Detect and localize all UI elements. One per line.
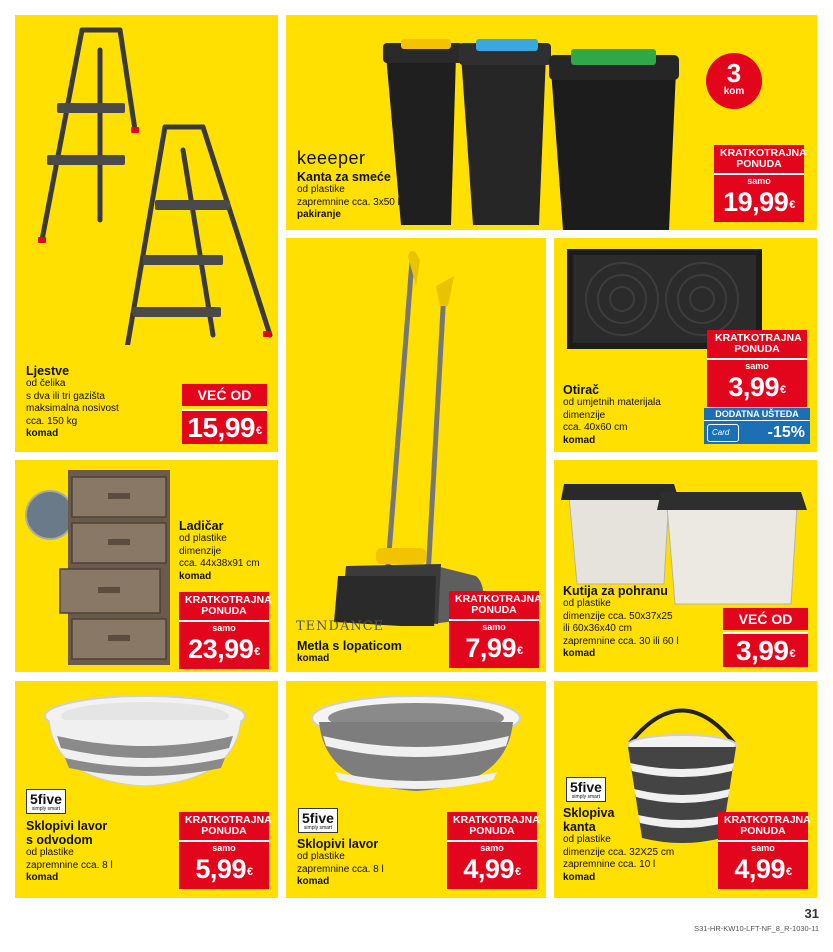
product-unit: komad [297,876,330,887]
product-name: Kanta za smeće [297,170,391,184]
product-desc-1: od čelika [26,378,66,389]
price-box [714,145,807,222]
basin1-image [35,686,265,796]
product-desc-1: od plastike [26,847,74,858]
product-desc-1: od plastike [297,184,345,195]
product-name: Kutija za pohranu [563,584,668,598]
price-value: 3,99 [728,372,779,402]
product-tile-drawer[interactable] [15,460,278,672]
product-desc-3: cca. 40x60 cm [563,422,628,433]
product-tile-storage[interactable] [554,460,817,672]
product-desc-3: cca. 44x38x91 cm [179,558,260,569]
brand-logo: TENDANCE [296,619,385,634]
product-tile-basin1[interactable] [15,681,278,898]
price-value: 23,99 [188,634,254,664]
badge-text: kom [723,86,745,97]
product-desc-2: zapremnine cca. 8 l [26,859,113,871]
currency: € [514,866,521,878]
product-desc-4: zapremnine cca. 30 ili 60 l [563,635,679,647]
promo-label: KRATKOTRAJNA PONUDA [453,814,540,837]
product-desc-2: dimenzije cca. 32X25 cm [563,846,675,858]
product-tile-ladder[interactable] [15,15,278,452]
samo-label: samo [212,843,236,853]
price-value: 7,99 [465,633,516,663]
samo-label: samo [745,361,769,371]
price-box [182,409,267,444]
badge-number: 3 [726,58,742,88]
samo-label: samo [212,623,236,633]
basin2-image [301,686,531,806]
product-tile-mat[interactable] [554,238,817,452]
price-value: 3,99 [735,635,789,666]
product-name-1: Sklopivi lavor [26,819,108,833]
product-desc-4: cca. 150 kg [26,415,78,427]
promo-label: KRATKOTRAJNA PONUDA [715,332,802,355]
promo-label: KRATKOTRAJNA PONUDA [720,147,807,170]
product-desc-3: ili 60x36x40 cm [563,623,632,634]
product-tile-bucket[interactable] [554,681,817,898]
product-name-1: Sklopiva [563,806,615,820]
product-unit: komad [179,570,212,582]
currency: € [789,648,796,660]
extra-discount: -15% [767,424,805,441]
price-value: 19,99 [723,187,789,217]
extra-savings-label: DODATNA UŠTEDA [704,408,810,421]
from-label: VEĆ OD [182,384,267,406]
product-desc-2: dimenzije [179,545,222,557]
price-box [449,591,542,668]
price-value: 4,99 [734,854,785,884]
product-desc-2: dimenzije cca. 50x37x25 [563,610,673,622]
brand-logo: keeeper [297,148,366,168]
samo-label: samo [747,176,771,186]
product-desc-3: zapremnine cca. 10 l [563,859,656,870]
product-desc-2: zapremnine cca. 3x50 l [297,196,400,208]
product-name: Metla s lopaticom [297,639,402,653]
broom-image [316,246,546,626]
currency: € [246,866,253,878]
samo-label: samo [480,843,504,853]
price-value: 15,99 [187,412,255,443]
price-box [179,812,272,889]
product-unit: komad [26,872,59,883]
currency: € [785,866,792,878]
product-unit: komad [297,653,330,664]
brand-logo: 5five simply smart [566,777,606,802]
product-name: Otirač [563,383,600,397]
product-desc-1: od plastike [563,834,611,845]
product-unit: komad [563,434,596,446]
price-box [707,330,807,407]
ladder-image [15,15,278,345]
product-desc-3: maksimalna nosivost [26,403,119,414]
brand-logo: 5five simply smart [26,789,66,814]
product-name-2: s odvodom [26,833,93,847]
product-unit: komad [26,428,59,439]
price-box [179,592,272,669]
product-desc-2: dimenzije [563,409,606,421]
print-code: S31-HR-KW10-LFT-NF_8_R-1030-11 [694,924,819,933]
product-unit: komad [563,871,596,883]
from-label: VEĆ OD [723,608,808,630]
currency: € [255,425,262,437]
price-box [723,632,808,667]
product-unit: pakiranje [297,209,341,220]
extra-savings-box [704,408,810,444]
product-desc-1: od umjetnih materijala [563,397,661,408]
product-desc-2: s dva ili tri gazišta [26,390,105,402]
currency: € [779,384,786,396]
product-name-2: kanta [563,820,596,834]
promo-label: KRATKOTRAJNA PONUDA [185,594,272,617]
product-unit: komad [563,648,596,659]
samo-label: samo [751,843,775,853]
product-tile-basin2[interactable] [286,681,546,898]
price-value: 4,99 [463,854,514,884]
product-name: Ljestve [26,364,70,378]
badge-3kom [706,53,762,109]
promo-label: KRATKOTRAJNA PONUDA [455,593,542,616]
brand-logo: 5five simply smart [298,808,338,833]
product-name: Sklopivi lavor [297,837,379,851]
currency: € [254,646,260,658]
product-tile-broom[interactable] [286,238,546,672]
samo-label: samo [482,622,506,632]
promo-label: KRATKOTRAJNA PONUDA [724,814,811,837]
page-number: 31 [804,906,819,921]
price-box [447,812,540,889]
drawer-image [20,465,180,672]
product-desc-1: od plastike [563,598,611,609]
product-desc-1: od plastike [297,851,345,862]
card-icon: Card [707,424,739,442]
product-desc-1: od plastike [179,533,227,544]
price-box [718,812,811,889]
product-desc-2: zapremnine cca. 8 l [297,863,384,875]
promo-label: KRATKOTRAJNA PONUDA [185,814,272,837]
product-name: Ladičar [179,519,224,533]
currency: € [516,645,523,657]
product-tile-bins[interactable] [286,15,817,230]
price-value: 5,99 [195,854,246,884]
currency: € [789,199,795,211]
